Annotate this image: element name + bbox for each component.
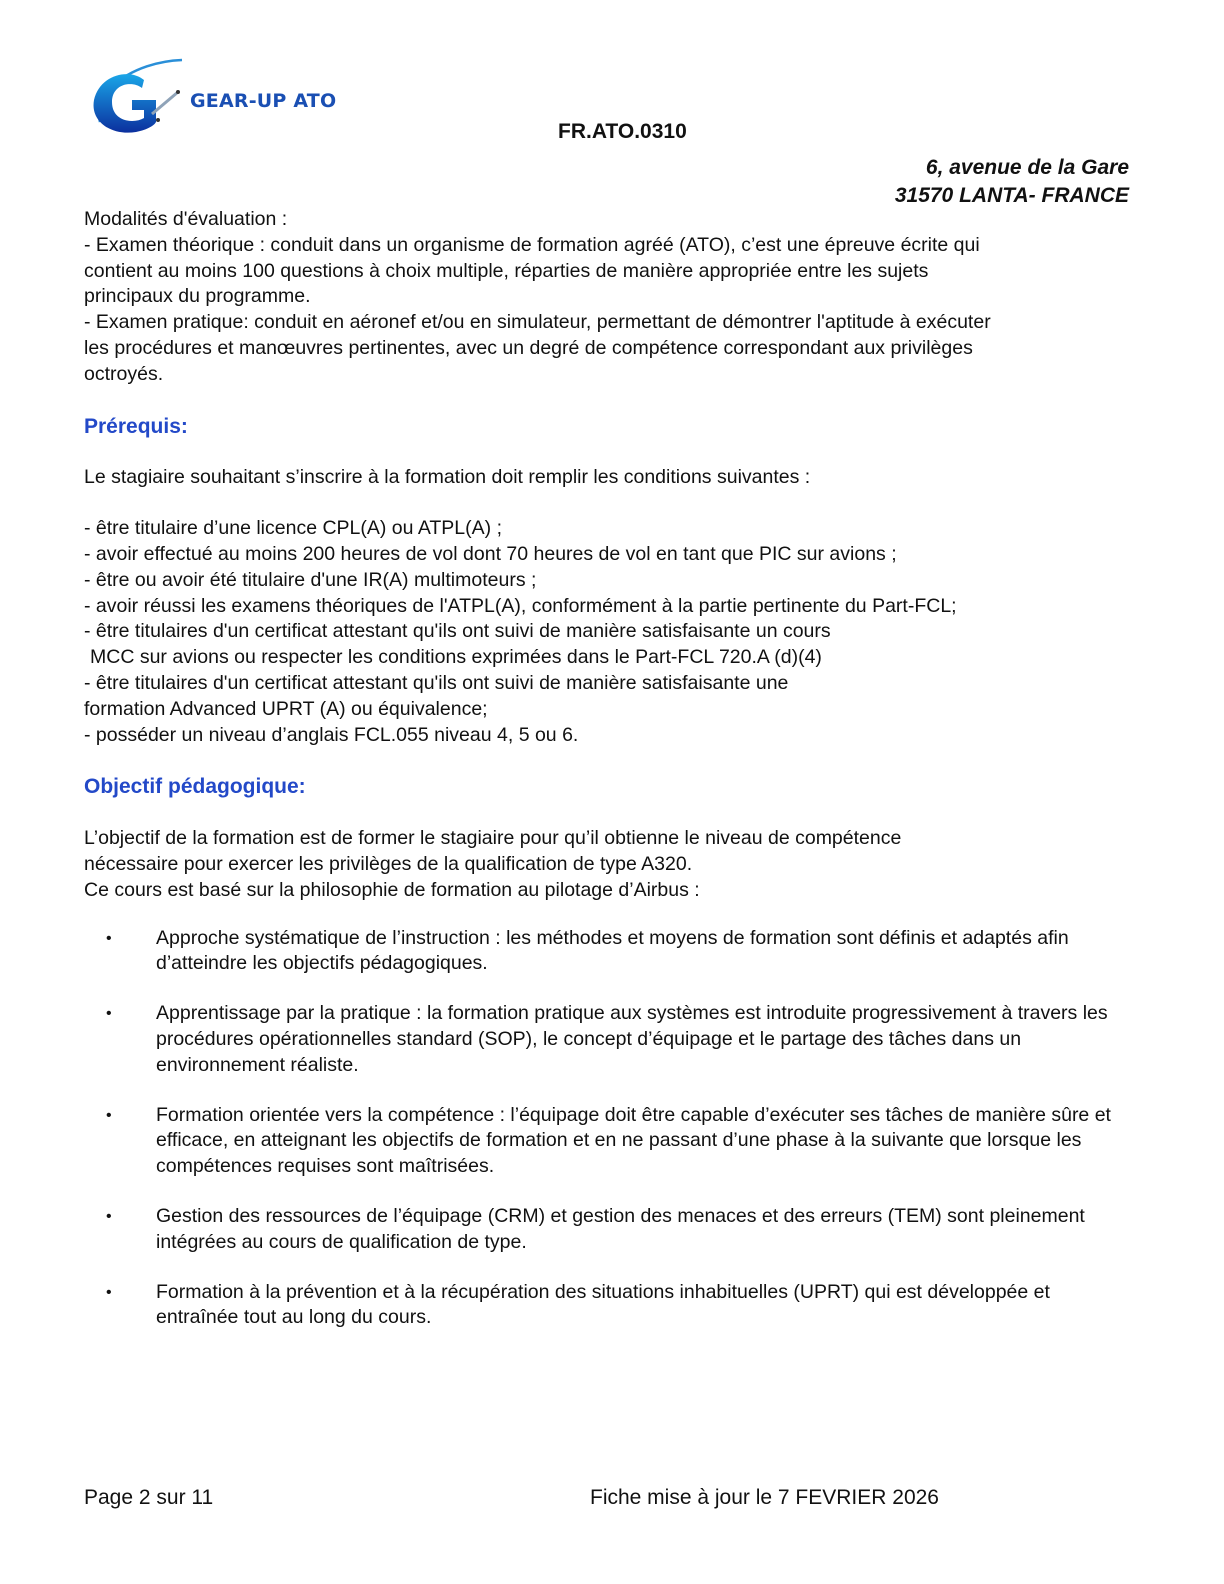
- prerequisite-item: - avoir effectué au moins 200 heures de vol dont 70 heures de vol en tant que PIC sur avions ;: [84, 542, 897, 565]
- prerequisite-item: - être titulaires d'un certificat attestant qu'ils ont suivi de manière satisfaisante un cours: [84, 620, 831, 643]
- address-line-2: 31570 LANTA- FRANCE: [894, 184, 1129, 207]
- prerequisite-item-continued: MCC sur avions ou respecter les conditions exprimées dans le Part-FCL 720.A (d)(4): [90, 646, 822, 669]
- prerequisite-item: - être titulaires d'un certificat attestant qu'ils ont suivi de manière satisfaisante une: [84, 671, 789, 694]
- objective-line: L’objectif de la formation est de former le stagiaire pour qu’il obtienne le niveau de compétence: [84, 827, 902, 850]
- objective-bullet: [84, 1001, 1134, 1078]
- address-block: [895, 154, 1129, 210]
- evaluation-line: principaux du programme.: [84, 285, 311, 308]
- evaluation-line: les procédures et manœuvres pertinentes, avec un degré de compétence correspondant aux privilèges: [84, 336, 973, 359]
- document-body: [84, 207, 1134, 1355]
- prerequisite-item: - posséder un niveau d’anglais FCL.055 niveau 4, 5 ou 6.: [84, 723, 579, 746]
- prerequisites-section: [84, 465, 1134, 748]
- prerequisite-item: - être ou avoir été titulaire d'une IR(A) multimoteurs ;: [84, 568, 537, 591]
- bullet-icon: •: [106, 929, 112, 947]
- objective-bullet: [84, 1103, 1134, 1180]
- evaluation-line: - Examen pratique: conduit en aéronef et/ou en simulateur, permettant de démontrer l'aptitude à exécuter: [84, 311, 991, 334]
- address-line-1: 6, avenue de la Gare: [925, 156, 1129, 179]
- bullet-text: Gestion des ressources de l’équipage (CRM) et gestion des menaces et des erreurs (TEM) sont pleinement intégrées au cours de qualification de type.: [156, 1204, 1085, 1253]
- bullet-text: Approche systématique de l’instruction : les méthodes et moyens de formation sont définis et adaptés afin d’atteindre les objectifs pédagogiques.: [156, 926, 1069, 975]
- objective-heading: Objectif pédagogique:: [84, 775, 306, 799]
- bullet-icon: •: [106, 1283, 112, 1301]
- objective-section: [84, 826, 1134, 1331]
- objective-bullet-list: [84, 926, 1134, 1332]
- objective-line: nécessaire pour exercer les privilèges de la qualification de type A320.: [84, 852, 693, 875]
- bullet-icon: •: [106, 1106, 112, 1124]
- bullet-text: Formation orientée vers la compétence : l’équipage doit être capable d’exécuter ses tâches de manière sûre et efficace, en atteignant les objectifs de formation et en ne passant d’une phase à la suivante que lorsque les compétences requises sont maîtrisées.: [156, 1103, 1111, 1178]
- evaluation-section: [84, 207, 1134, 388]
- prerequisites-heading: Prérequis:: [84, 414, 188, 438]
- objective-bullet: [84, 926, 1134, 978]
- logo-g-icon: [82, 52, 192, 142]
- logo-text: GEAR-UP ATO: [190, 90, 337, 112]
- company-logo: [82, 52, 342, 142]
- evaluation-title: Modalités d'évaluation :: [84, 208, 288, 230]
- prerequisite-item: - avoir réussi les examens théoriques de l'ATPL(A), conformément à la partie pertinente du Part-FCL;: [84, 594, 957, 617]
- prerequisite-item-continued: formation Advanced UPRT (A) ou équivalence;: [84, 697, 488, 720]
- document-reference: FR.ATO.0310: [558, 120, 687, 143]
- evaluation-line: - Examen théorique : conduit dans un organisme de formation agréé (ATO), c’est une épreuve écrite qui: [84, 233, 980, 256]
- objective-line: Ce cours est basé sur la philosophie de formation au pilotage d’Airbus :: [84, 878, 700, 901]
- bullet-text: Formation à la prévention et à la récupération des situations inhabituelles (UPRT) qui est développée et entraînée tout au long du cours.: [156, 1280, 1050, 1329]
- prerequisites-intro: Le stagiaire souhaitant s’inscrire à la formation doit remplir les conditions suivantes :: [84, 466, 811, 489]
- bullet-icon: •: [106, 1005, 112, 1023]
- prerequisite-item: - être titulaire d’une licence CPL(A) ou ATPL(A) ;: [84, 517, 502, 540]
- evaluation-line: octroyés.: [84, 362, 164, 385]
- evaluation-line: contient au moins 100 questions à choix multiple, réparties de manière appropriée entre les sujets: [84, 259, 929, 282]
- update-date: Fiche mise à jour le 7 FEVRIER 2026: [590, 1486, 939, 1509]
- page-number: Page 2 sur 11: [84, 1486, 214, 1509]
- objective-bullet: [84, 1280, 1134, 1332]
- bullet-text: Apprentissage par la pratique : la formation pratique aux systèmes est introduite progressivement à travers les procédures opérationnelles standard (SOP), le concept d’équipage et le partage des tâches dans un environnement réaliste.: [156, 1002, 1108, 1076]
- bullet-icon: •: [106, 1207, 112, 1225]
- objective-bullet: [84, 1204, 1134, 1256]
